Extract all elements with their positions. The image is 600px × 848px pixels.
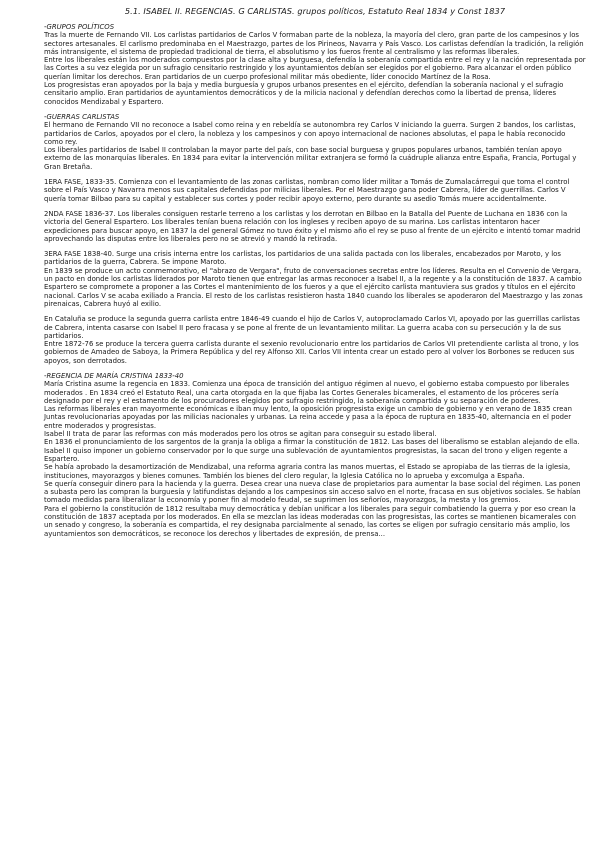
paragraph: 1ERA FASE, 1833-35. Comienza con el levantamiento de las zonas carlistas, nombran como líder militar a Tomás de Zumalacárregui que toma el control sobre el País Vasco y Navarra menos sus capitales defendidas por milicias liberales. Por el Maestrazgo gana poder Cabrera, líder de guerrillas. Carlos V quería tomar Bilbao para su capital y establecer sus cortes y poder recibir apoyo externo, pero durante su asedio Tomás muere accidentalmente.: [44, 178, 570, 203]
section-heading: -GRUPOS POLÍTICOS: [44, 23, 115, 31]
guerras-posteriores: [44, 315, 586, 365]
paragraph: En Cataluña se produce la segunda guerra carlista entre 1846-49 cuando el hijo de Carlos V, autoproclamado Carlos VI, apoyado por las guerrillas carlistas de Cabrera, intenta casarse con Isabel II pero fracasa y se pone al frente de un levantamiento militar. La guerra acaba con su persecución y la de sus partidarios.: [44, 315, 580, 340]
paragraph: Los progresistas eran apoyados por la baja y media burguesía y grupos urbanos presentes en el ejército, defendían la soberanía nacional y el sufragio censitario amplio. Eran partidarios de ayuntamientos democráticos y de la milicia nacional y defendían derechos como la libertad de prensa, líderes conocidos Mendizabal y Espartero.: [44, 81, 564, 106]
paragraph: 2NDA FASE 1836-37. Los liberales consiguen restarle terreno a los carlistas y los derrotan en Bilbao en la Batalla del Puente de Luchana en 1836 con la victoria del General Espartero. Los liberales tenían buena relación con los ingleses y reciben apoyo de su marina. Los carlistas intentaron hacer expediciones para buscar apoyo, en 1837 la del general Gómez no tuvo éxito y el mismo año el rey se puso al frente de un ejército e intentó tomar madrid aprovechando las disputas entre los liberales pero no se atrevió y mandó la retirada.: [44, 209, 581, 243]
paragraph: Los liberales partidarios de Isabel II controlaban la mayor parte del país, con base social burguesa y grupos populares urbanos, también tenían apoyo externo de las monarquías liberales. En 1834 para evitar la intervención militar extranjera se formó la cuádruple alianza entre España, Francia, Portugal y Gran Bretaña.: [44, 146, 577, 171]
paragraph: Se había aprobado la desamortización de Mendizabal, una reforma agraria contra las manos muertas, el Estado se apropiaba de las tierras de la iglesia, instituciones, mayorazgos y bienes comunes. También los bienes del clero regular, la Iglesia Católica no lo aprueba y excomulga a España.: [44, 463, 571, 480]
paragraph: Las reformas liberales eran mayormente económicas e iban muy lento, la oposición progresista exige un cambio de gobierno y en verano de 1835 crean Juntas revolucionarias apoyadas por las milicias nacionales y urbanas. La reina accede y pasa a la época de ruptura en 1835-40, alternancia en el poder entre moderados y progresistas.: [44, 405, 573, 430]
section-guerras-carlistas: [44, 113, 586, 171]
fase-2: [44, 210, 586, 243]
fase-3: [44, 250, 586, 308]
paragraph: 3ERA FASE 1838-40. Surge una crisis interna entre los carlistas, los partidarios de una salida pactada con los liberales, encabezados por Maroto, y los partidarios de la guerra, Cabrera. Se impone Maroto.: [44, 250, 561, 267]
paragraph: Tras la muerte de Fernando VII. Los carlistas partidarios de Carlos V formaban parte de la nobleza, la mayoría del clero, gran parte de los campesinos y los sectores artesanales. El carlismo predominaba en el Maestrazgo, partes de los Pirineos, Navarra y País Vasco. Los carlistas defendían la tradición, la religión más intransigente, el sistema de propiedad tradicional de tierra, el absolutismo y los fueros frente al centralismo y las reformas liberales.: [44, 31, 584, 56]
paragraph: Isabel II trata de parar las reformas con más moderados pero los otros se agitan para conseguir su estado liberal.: [44, 430, 437, 439]
paragraph: El hermano de Fernando VII no reconoce a Isabel como reina y en rebeldía se autonombra rey Carlos V iniciando la guerra. Surgen 2 bandos, los carlistas, partidarios de Carlos, apoyados por el clero, la nobleza y los campesinos y con apoyo internacional de naciones absolutas, el papa le había reconocido como rey.: [44, 121, 576, 146]
section-heading: -GUERRAS CARLISTAS: [44, 112, 120, 121]
document-title: 5.1. ISABEL II. REGENCIAS. G CARLISTAS. grupos políticos, Estatuto Real 1834 y Const 1837: [124, 6, 506, 16]
section-regencia: [44, 372, 586, 538]
paragraph: Para el gobierno la constitución de 1812 resultaba muy democrática y debían unificar a los liberales para seguir combatiendo la guerra y por eso crean la constitución de 1837 aceptada por los moderados. En ella se mezclan las ideas moderadas con las progresistas, las cortes se mantienen bicamerales con un senado y congreso, la soberanía es compartida, el rey designaba parcialmente al senado, las cortes se eligen por sufragio censitario más amplio, los ayuntamientos son democráticos, se reconoce los derechos y libertades de expresión, de prensa...: [44, 504, 577, 538]
fase-1: [44, 178, 586, 203]
paragraph: María Cristina asume la regencia en 1833. Comienza una época de transición del antiguo régimen al nuevo, el gobierno estaba compuesto por liberales moderados . En 1834 creó el Estatuto Real, una carta otorgada en la que fijaba las Cortes Generales bicamerales, el estamento de los próceres sería designado por el rey y el estamento de los procuradores elegidos por sufragio restringido, la soberanía compartida y su separación de poderes.: [44, 380, 570, 405]
paragraph: Se quería conseguir dinero para la hacienda y la guerra. Desea crear una nueva clase de propietarios para aumentar la base social del régimen. Las ponen a subasta pero las compran la burguesía y latifundistas dejando a los campesinos sin acceso salvo en el norte, fracasa en sus objetivos sociales. Se habían tomado medidas para liberalizar la economía y poner fin al modelo feudal, se suprimen los señoríos, mayorazgos, la mesta y los gremios.: [44, 479, 581, 505]
section-grupos-politicos: [44, 23, 586, 106]
paragraph: Entre 1872-76 se produce la tercera guerra carlista durante el sexenio revolucionario entre los partidarios de Carlos VII pretendiente carlista al trono, y los gobiernos de Amadeo de Saboya, la Primera República y del rey Alfonso XII. Carlos VII intenta crear un estado pero al volver los Borbones se reducen sus apoyos, son derrotados.: [44, 340, 579, 365]
paragraph: Entre los liberales están los moderados compuestos por la clase alta y burguesa, defendía la soberanía compartida entre el rey y la nación representada por las Cortes a su vez elegida por un sufragio censitario restringido y los ayuntamientos debían ser elegidos por el gobierno. Para alcanzar el orden público querían limitar los derechos. Eran partidarios de un cuerpo profesional militar más obediente, líder conocido Martínez de la Rosa.: [44, 56, 586, 81]
section-heading: -REGENCIA DE MARÍA CRISTINA 1833-40: [44, 371, 184, 380]
paragraph: En 1839 se produce un acto conmemorativo, el "abrazo de Vergara", fruto de conversaciones secretas entre los líderes. Resulta en el Convenio de Vergara, un pacto en donde los carlistas liderados por Maroto tienen que entregar las armas reconocer a Isabel II, a la regente y a la constitución de 1837. A cambio Espartero se compromete a proponer a las Cortes el mantenimiento de los fueros y a que el ejército carlista mantuviera sus grados y títulos en el ejército nacional. Carlos V se acaba exiliado a Francia. El resto de los carlistas resistieron hasta 1840 cuando los liberales se apoderaron del Maestrazgo y las zonas pirenaicas, Cabrera huyó al exilio.: [44, 266, 583, 308]
paragraph: En 1836 el pronunciamiento de los sargentos de la granja la obliga a firmar la constitución de 1812. Las bases del liberalismo se establan alejando de ella. Isabel II quiso imponer un gobierno conservador por lo que surge una sublevación de ayuntamientos progresistas, la sacan del trono y eligen regente a Espartero.: [44, 438, 580, 463]
